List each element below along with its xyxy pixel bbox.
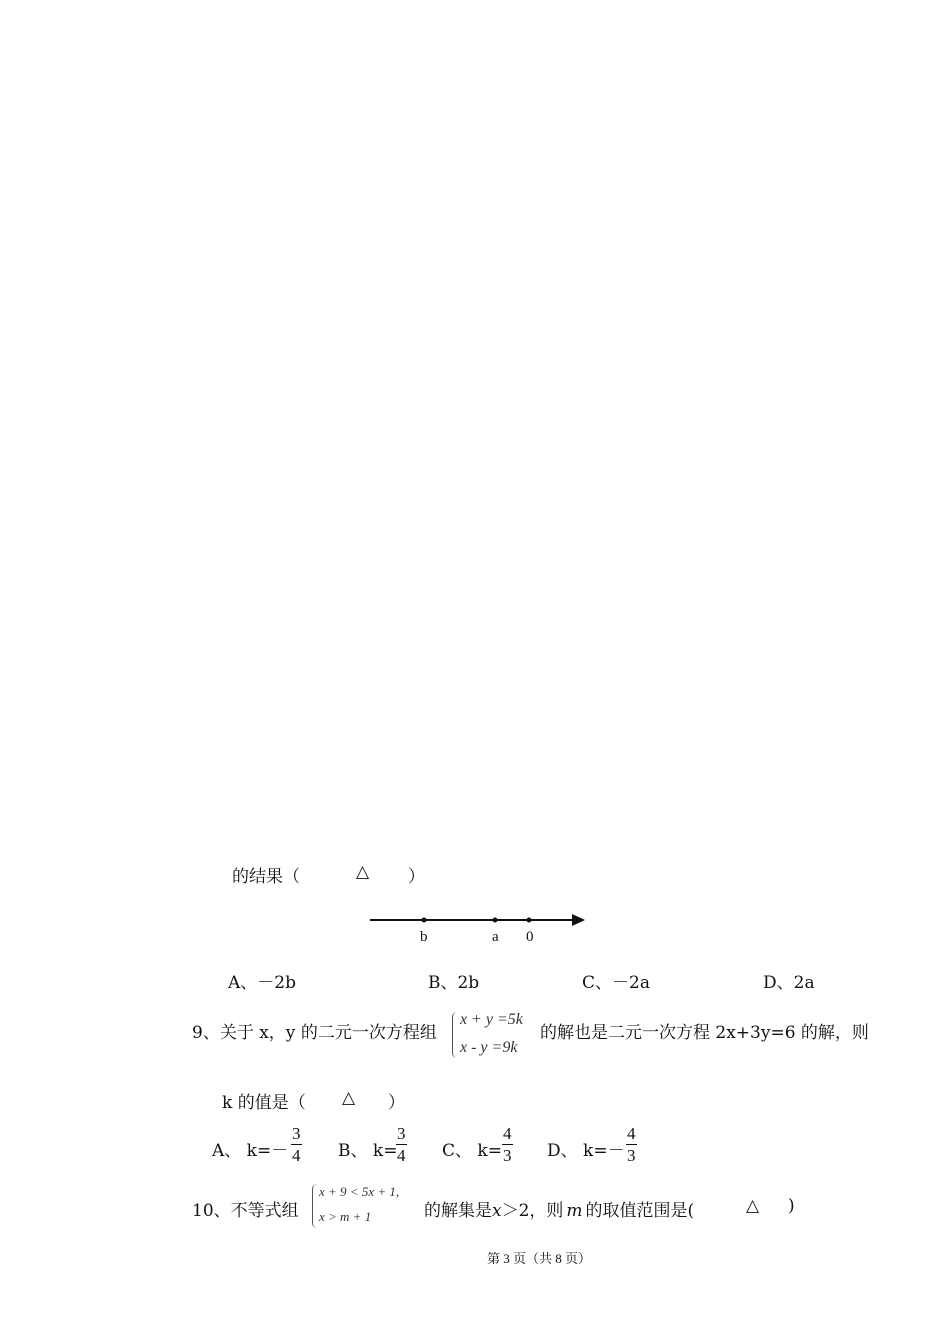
q10-system-brace (312, 1184, 317, 1228)
q8-option-a: A、－2b (228, 973, 296, 993)
q9-prefix: 9、关于 x，y 的二元一次方程组 (192, 1023, 437, 1043)
point-b (422, 918, 427, 923)
label-b: b (420, 929, 428, 945)
q10-inequality-2: x > m + 1 (319, 1209, 372, 1224)
q10-close-paren: ) (788, 1196, 795, 1216)
q10-suffix-b: ＞2，则 (501, 1201, 564, 1221)
q9-option-b-fraction (396, 1124, 407, 1167)
q9-line2: k 的值是（ (222, 1093, 306, 1113)
q8-blank-mark: △ (356, 862, 370, 882)
q10-prefix: 10、不等式组 (192, 1201, 299, 1221)
q9-blank-mark: △ (342, 1088, 356, 1108)
q9-option-d-denominator: 3 (627, 1146, 636, 1165)
q8-tail-text: 的结果（ (232, 867, 300, 887)
q9-option-d-numerator: 4 (627, 1124, 636, 1143)
point-a (493, 918, 498, 923)
q9-close-paren: ） (388, 1093, 405, 1113)
q10-suffix-a: 的解集是 (424, 1201, 492, 1221)
point-zero (527, 918, 532, 923)
q8-close-paren: ） (408, 867, 425, 887)
q8-option-b: B、2b (428, 973, 480, 993)
q9-option-b-numerator: 3 (397, 1124, 406, 1143)
q9-option-c-label: C、 k= (442, 1141, 502, 1161)
q9-option-d-label: D、 k=－ (547, 1141, 625, 1161)
q9-option-a-fraction (291, 1124, 302, 1167)
page-footer: 第 3 页（共 8 页） (487, 1251, 592, 1266)
q9-option-a-numerator: 3 (292, 1124, 301, 1143)
q8-option-c: C、－2a (582, 973, 650, 993)
label-a: a (492, 929, 499, 945)
q10-blank-mark: △ (746, 1196, 760, 1216)
q9-option-b-label: B、 k= (338, 1141, 398, 1161)
q8-option-d: D、2a (763, 973, 815, 993)
q9-option-a-label: A、 k=－ (212, 1141, 289, 1161)
q10-inequality-1: x + 9 < 5x + 1, (319, 1184, 400, 1199)
q10-suffix-c: 的取值范围是( (585, 1201, 695, 1221)
q9-option-b-denominator: 4 (397, 1146, 406, 1165)
q9-suffix: 的解也是二元一次方程 2x+3y=6 的解，则 (540, 1023, 869, 1043)
q10-suffix (424, 1196, 694, 1221)
q9-option-c-denominator: 3 (503, 1146, 512, 1165)
q9-option-c-fraction (502, 1124, 513, 1167)
q9-option-a-denominator: 4 (292, 1146, 301, 1165)
q10-var-x: x (492, 1201, 502, 1221)
q9-option-c-numerator: 4 (503, 1124, 512, 1143)
q10-var-m: m (566, 1201, 583, 1221)
label-zero: 0 (526, 929, 534, 945)
q9-option-d-fraction (626, 1124, 637, 1167)
q9-system-brace (452, 1012, 457, 1058)
q9-equation-2: x - y =9k (460, 1039, 518, 1056)
number-line (360, 905, 600, 945)
q9-equation-1: x + y =5k (460, 1011, 523, 1028)
